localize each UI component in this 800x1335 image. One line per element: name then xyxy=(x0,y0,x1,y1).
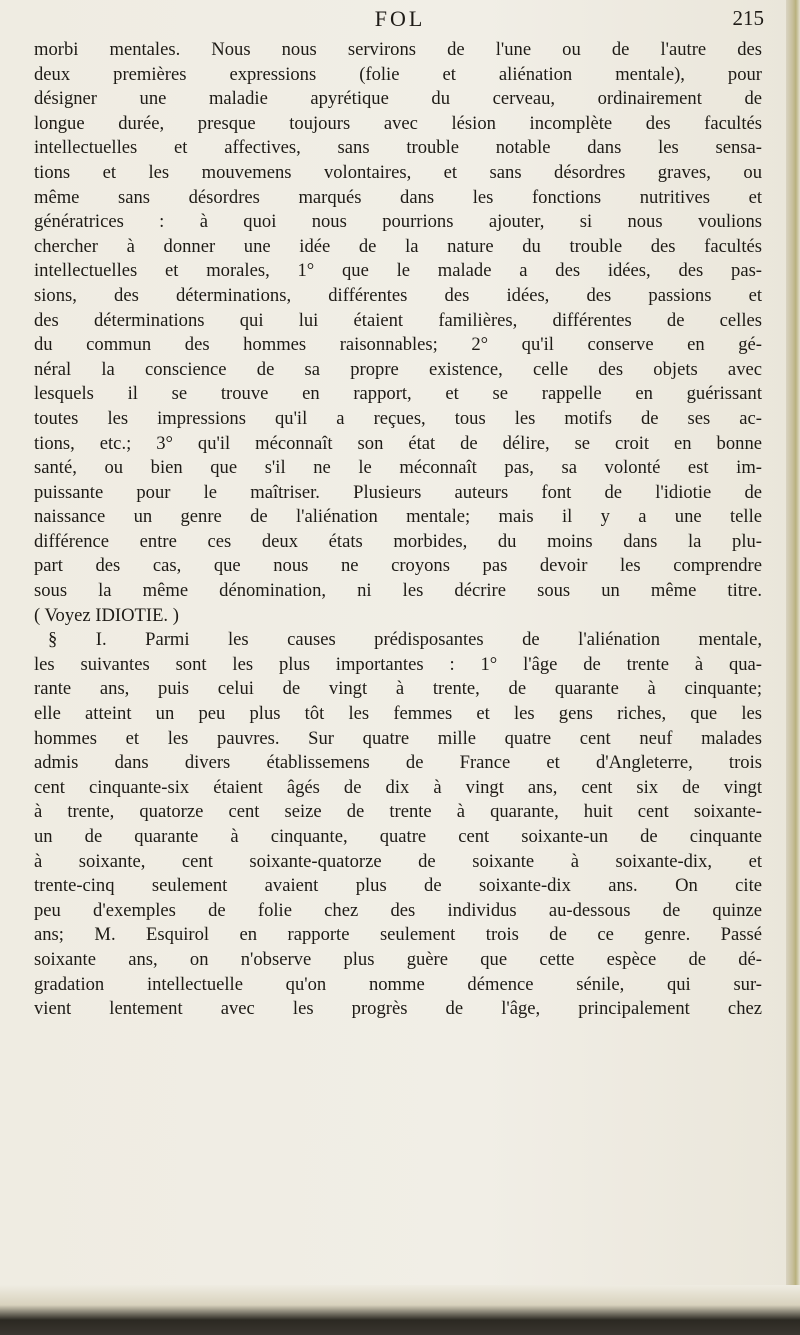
page-header xyxy=(0,6,800,32)
text-line: ans; M. Esquirol en rapporte seulement trois de ce genre. Passé xyxy=(34,924,762,946)
text-line: soixante ans, on n'observe plus guère que cette espèce de dé- xyxy=(34,948,762,970)
text-line: cent cinquante-six étaient âgés de dix à vingt ans, cent six de vingt xyxy=(34,776,762,798)
text-line: des déterminations qui lui étaient familières, différentes de celles xyxy=(34,309,762,331)
page-number: 215 xyxy=(732,6,764,30)
text-line: tions et les mouvemens volontaires, et sans désordres graves, ou xyxy=(34,161,762,183)
text-line: du commun des hommes raisonnables; 2° qu'il conserve en gé- xyxy=(34,334,762,356)
text-line: différence entre ces deux états morbides, du moins dans la plu- xyxy=(34,530,762,552)
page-edge-right xyxy=(786,0,800,1335)
text-line: peu d'exemples de folie chez des individus au-dessous de quinze xyxy=(34,899,762,921)
text-line: santé, ou bien que s'il ne le méconnaît pas, sa volonté est im- xyxy=(34,457,762,479)
text-line: sous la même dénomination, ni les décrire sous un même titre. xyxy=(34,580,762,602)
text-line: elle atteint un peu plus tôt les femmes et les gens riches, que les xyxy=(34,703,762,725)
text-line: à trente, quatorze cent seize de trente à quarante, huit cent soixante- xyxy=(34,801,762,823)
text-line: intellectuelles et affectives, sans trouble notable dans les sensa- xyxy=(34,137,762,159)
text-line: vient lentement avec les progrès de l'âge, principalement chez xyxy=(34,998,762,1020)
text-line: rante ans, puis celui de vingt à trente, de quarante à cinquante; xyxy=(34,678,762,700)
text-line: néral la conscience de sa propre existence, celle des objets avec xyxy=(34,358,762,380)
text-line: gradation intellectuelle qu'on nomme démence sénile, qui sur- xyxy=(34,973,762,995)
text-line: naissance un genre de l'aliénation mentale; mais il y a une telle xyxy=(34,506,762,528)
text-line: lesquels il se trouve en rapport, et se rappelle en guérissant xyxy=(34,383,762,405)
running-head: FOL xyxy=(374,6,426,31)
text-line: tions, etc.; 3° qu'il méconnaît son état de délire, se croit en bonne xyxy=(34,432,762,454)
text-line: morbi mentales. Nous nous servirons de l'une ou de l'autre des xyxy=(34,39,762,60)
text-line: toutes les impressions qu'il a reçues, tous les motifs de ses ac- xyxy=(34,407,762,429)
text-line: sions, des déterminations, différentes des idées, des passions et xyxy=(34,284,762,306)
text-line: trente-cinq seulement avaient plus de soixante-dix ans. On cite xyxy=(34,875,762,897)
text-line: même sans désordres marqués dans les fonctions nutritives et xyxy=(34,186,762,208)
text-line: admis dans divers établissemens de France et d'Angleterre, trois xyxy=(34,752,762,774)
text-line: un de quarante à cinquante, quatre cent soixante-un de cinquante xyxy=(34,826,762,847)
text-line: intellectuelles et morales, 1° que le malade a des idées, des pas- xyxy=(34,260,762,282)
cross-reference-line: ( Voyez IDIOTIE. ) xyxy=(34,604,179,626)
text-line: génératrices : à quoi nous pourrions ajouter, si nous voulions xyxy=(34,211,762,233)
text-line: deux premières expressions (folie et aliénation mentale), pour xyxy=(34,63,762,85)
text-line: à soixante, cent soixante-quatorze de soixante à soixante-dix, et xyxy=(34,850,762,872)
page-edge-bottom xyxy=(0,1285,800,1335)
body-text xyxy=(34,38,762,1022)
text-line: chercher à donner une idée de la nature du trouble des facultés xyxy=(34,235,762,257)
text-line: hommes et les pauvres. Sur quatre mille quatre cent neuf malades xyxy=(34,727,762,749)
text-line: longue durée, presque toujours avec lésion incomplète des facultés xyxy=(34,112,762,134)
section-heading-line: § I. Parmi les causes prédisposantes de l'aliénation mentale, xyxy=(48,629,762,651)
text-line: désigner une maladie apyrétique du cerveau, ordinairement de xyxy=(34,88,762,110)
text-line: part des cas, que nous ne croyons pas devoir les comprendre xyxy=(34,555,762,577)
text-line: les suivantes sont les plus importantes : 1° l'âge de trente à qua- xyxy=(34,653,762,675)
text-line: puissante pour le maîtriser. Plusieurs auteurs font de l'idiotie de xyxy=(34,481,762,503)
